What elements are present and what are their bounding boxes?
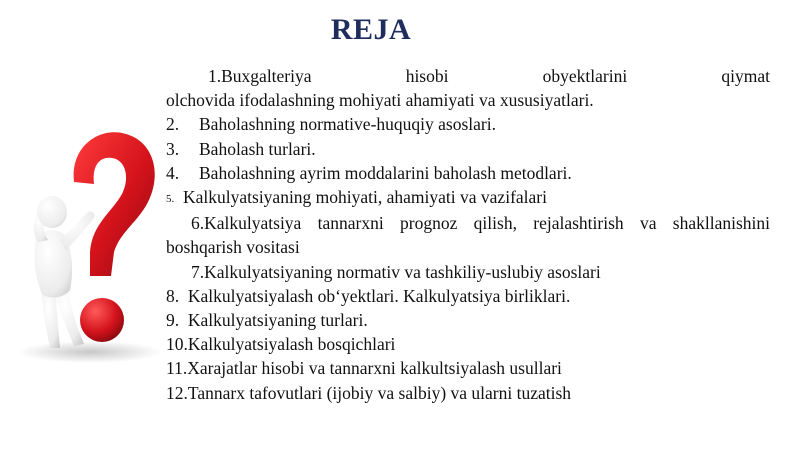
list-item <box>166 284 770 308</box>
list-item-number: 2. <box>166 114 180 135</box>
list-item-1-word-4: qiymat <box>721 66 770 86</box>
list-item <box>166 112 770 136</box>
list-item-number: 7. <box>191 261 205 282</box>
list-item-number: 9. <box>166 310 180 331</box>
list-item <box>166 356 770 380</box>
plan-list <box>166 64 770 405</box>
list-item-text: Tannarx tafovutlari (ijobiy va salbiy) va ularni tuzatish <box>187 382 572 403</box>
list-item-number: 10. <box>166 334 188 355</box>
figure-head <box>37 196 67 228</box>
list-item <box>166 308 770 332</box>
list-item-1-continuation: olchovida ifodalashning mohiyati ahamiyati va xususiyatlari. <box>166 90 594 111</box>
list-item-text: Kalkulyatsiyalash bosqichlari <box>187 334 396 355</box>
list-item-1-word-2: hisobi <box>405 66 449 86</box>
list-item-1-word-3: obyektlarini <box>542 66 628 86</box>
list-item-text: Kalkulyatsiyaning normativ va tashkiliy-uslubiy asoslari <box>204 261 601 282</box>
list-item <box>166 137 770 161</box>
list-item-text: Xarajatlar hisobi va tannarxni kalkultsiyalash usullari <box>187 358 562 379</box>
list-item-text: Kalkulyatsiyaning mohiyati, ahamiyati va vazifalari <box>183 187 547 208</box>
list-item-number: 11. <box>166 358 188 379</box>
question-mark-dot <box>80 298 124 342</box>
question-mark-hook <box>74 132 155 276</box>
list-item-text: Baholashning normative-huquqiy asoslari. <box>199 114 496 135</box>
list-item <box>166 332 770 356</box>
list-item-text: Baholash turlari. <box>199 138 316 159</box>
slide-title: REJA <box>330 13 412 46</box>
list-item-text: Kalkulyatsiya tannarxni prognoz qilish, rejalashtirish va shakllanishini boshqarish vositasi <box>166 213 770 258</box>
list-item <box>166 381 770 405</box>
list-item-number: 8. <box>166 285 180 306</box>
floor-shadow <box>18 341 162 363</box>
list-item-number: 6. <box>191 213 205 234</box>
list-item-text: Baholashning ayrim moddalarini baholash metodlari. <box>199 162 572 183</box>
list-item-number: 12. <box>166 382 188 403</box>
question-mark-figure-illustration <box>8 120 168 370</box>
list-item-text: Kalkulyatsiyalash ob‘yektlari. Kalkulyatsiya birliklari. <box>187 285 571 306</box>
list-item-1-line-1 <box>166 64 770 88</box>
list-item-1-number: 1. <box>208 66 222 86</box>
list-item <box>166 161 770 185</box>
list-item-number: 3. <box>166 138 180 159</box>
list-item-1-word-1: Buxgalteriya <box>221 66 312 86</box>
list-item <box>166 260 770 284</box>
list-item-number: 5. <box>166 193 175 206</box>
list-item-number: 4. <box>166 162 180 183</box>
list-item <box>166 211 770 259</box>
list-item-text: Kalkulyatsiyaning turlari. <box>187 310 368 331</box>
list-item <box>166 185 770 211</box>
